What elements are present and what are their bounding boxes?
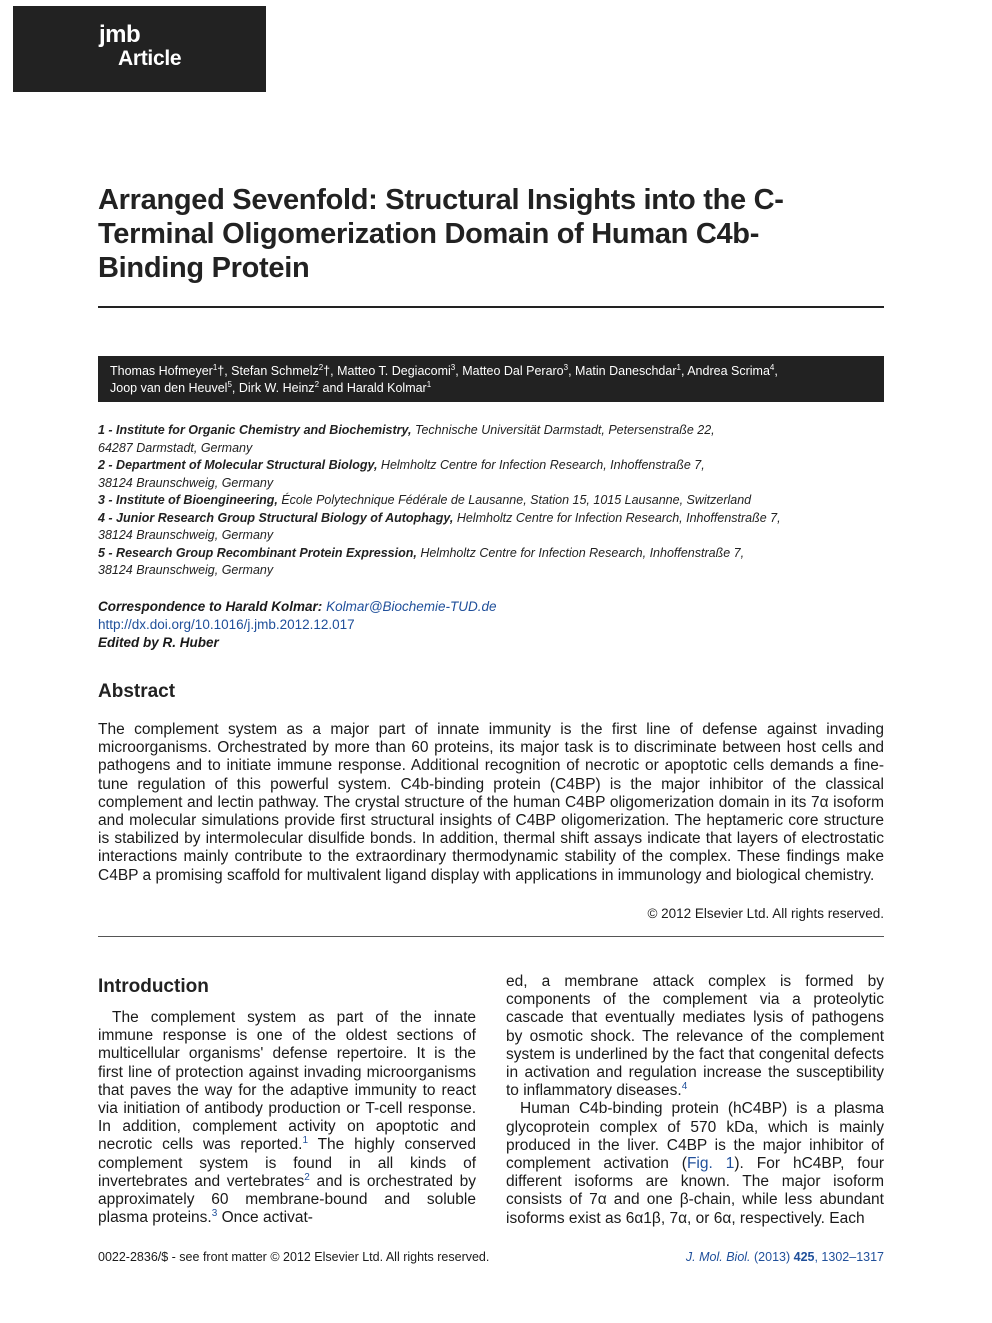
author-separator: ,	[568, 364, 576, 378]
affiliation-2	[98, 457, 884, 475]
introduction-left-column	[98, 1009, 476, 1227]
intro-text: The highly conserved complement system is found in all kinds of invertebrates and vertebrates	[98, 1136, 476, 1190]
affiliation-5-address: Helmholtz Centre for Infection Research, Inhoffenstraße 7,	[416, 545, 745, 560]
affiliation-5	[98, 545, 884, 563]
correspondence-label: Correspondence to Harald Kolmar:	[98, 599, 323, 614]
footer-year: (2013)	[750, 1250, 794, 1264]
affiliation-2-address: Helmholtz Centre for Infection Research, Inhoffenstraße 7,	[377, 458, 705, 472]
reference-link-4[interactable]: 4	[681, 1081, 688, 1093]
author-separator: ,	[455, 364, 463, 378]
affiliations	[98, 422, 884, 580]
reference-link-1[interactable]: 1	[302, 1135, 308, 1147]
introduction-heading: Introduction	[98, 976, 209, 997]
footer-citation	[686, 1249, 884, 1265]
author-affiliation-number: 2	[318, 363, 324, 372]
affiliation-3	[98, 492, 884, 510]
affiliation-2-cont: 38124 Braunschweig, Germany	[98, 475, 274, 490]
author-separator: ,	[680, 364, 688, 378]
affiliation-3-address: École Polytechnique Fédérale de Lausanne, Station 15, 1015 Lausanne, Switzerland	[277, 493, 752, 507]
author-affiliation-number: 2	[314, 380, 320, 389]
abstract-text: The complement system as a major part of innate immunity is the first line of defense against invading microorganisms. Orchestrated by more than 60 proteins, its major task is to discriminate between host cells and pathogens and to initiate immune response. Additional recognition of necrotic or apoptotic cells demands a fine-tune regulation of this powerful system. C4b-binding protein (C4BP) is the major inhibitor of the classical complement and lectin pathway. The crystal structure of the human C4BP oligomerization domain in its 7α isoform and molecular simulations provide first structural insights of C4BP oligomerization. The heptameric core structure is stabilized by intermolecular disulfide bonds. In addition, thermal shift assays indicate that layers of electrostatic interactions mainly contribute to the extraordinary thermodynamic stability of the complex. These findings make C4BP a promising scaffold for multivalent ligand display with applications in immunology and biological chemistry.	[98, 721, 884, 884]
logo-article-text: Article	[118, 47, 182, 70]
article-title: Arranged Sevenfold: Structural Insights into the C-Terminal Oligomerization Domain of Human C4b-Binding Protein	[98, 184, 784, 284]
journal-logo	[13, 6, 266, 92]
figure-1-link[interactable]: Fig. 1	[686, 1155, 735, 1173]
affiliation-1-address: Technische Universität Darmstadt, Petersenstraße 22,	[411, 423, 715, 437]
affiliation-1-institute: 1 - Institute for Organic Chemistry and Biochemistry,	[98, 423, 412, 437]
author-affiliation-number: 3	[563, 363, 569, 372]
affiliation-1	[98, 422, 884, 440]
author-name: Dirk W. Heinz	[238, 381, 315, 395]
author-separator: ,	[774, 364, 778, 378]
edited-by: Edited by R. Huber	[98, 635, 219, 650]
footer-pages: , 1302–1317	[814, 1250, 884, 1264]
abstract-copyright: © 2012 Elsevier Ltd. All rights reserved.	[647, 906, 884, 921]
intro-text: and is orchestrated by approximately 60 membrane-bound and soluble plasma proteins.	[98, 1172, 476, 1227]
email-link[interactable]: Kolmar@Biochemie-TUD.de	[326, 599, 497, 614]
intro-text: ed, a membrane attack complex is formed by components of the complement via a proteolytic cascade that eventually mediates lysis of pathogens by osmotic shock. The relevance of the complement system is underlined by the fact that congenital defects in activation and regulation increase the susceptibility to inflammatory diseases.	[506, 973, 884, 1100]
affiliation-4-cont: 38124 Braunschweig, Germany	[98, 528, 274, 542]
author-affiliation-number: 5	[227, 380, 232, 389]
affiliation-3-institute: 3 - Institute of Bioengineering,	[98, 493, 278, 507]
abstract-divider	[98, 936, 884, 937]
title-divider	[98, 306, 884, 308]
author-separator: †,	[217, 364, 232, 378]
logo-jmb-text: jmb	[99, 21, 141, 48]
affiliation-2-institute: 2 - Department of Molecular Structural Biology,	[98, 458, 378, 472]
correspondence	[98, 598, 497, 616]
author-separator: ,	[231, 381, 239, 395]
intro-text: ). For hC4BP, four different isoforms are known. The major isoform consists of 7α and one β-chain, while less abundant isoforms exist as 6α1β, 7α, or 6α, respectively. Each	[506, 1155, 885, 1227]
author-name: Stefan Schmelz	[231, 364, 319, 378]
intro-text: Human C4b-binding protein (hC4BP) is a plasma glycoprotein complex of 570 kDa, which is mainly produced in the liver. C4BP is the major inhibitor of complement activation (	[506, 1100, 884, 1173]
author-affiliation-number: 1	[212, 363, 218, 372]
author-separator: †,	[323, 364, 338, 378]
author-name: Matin Daneschdar	[575, 364, 677, 378]
authors-box	[98, 356, 884, 402]
affiliation-4-address: Helmholtz Centre for Infection Research, Inhoffenstraße 7,	[453, 510, 781, 525]
affiliation-1-cont: 64287 Darmstadt, Germany	[98, 440, 253, 455]
author-affiliation-number: 1	[426, 380, 432, 389]
introduction-right-column	[506, 973, 884, 1228]
footer-front-matter: 0022-2836/$ - see front matter © 2012 Elsevier Ltd. All rights reserved.	[98, 1250, 490, 1264]
intro-paragraph-2	[506, 1100, 884, 1227]
affiliation-4	[98, 510, 884, 528]
reference-link-2[interactable]: 2	[304, 1171, 310, 1183]
footer-volume: 425	[793, 1250, 815, 1264]
author-name: Joop van den Heuvel	[110, 381, 228, 395]
author-affiliation-number: 1	[676, 363, 681, 372]
affiliation-5-cont: 38124 Braunschweig, Germany	[98, 563, 274, 577]
intro-text: Once activat-	[217, 1209, 313, 1227]
author-name: Matteo Dal Peraro	[462, 364, 564, 378]
affiliation-5-institute: 5 - Research Group Recombinant Protein Expression,	[98, 545, 417, 560]
author-affiliation-number: 3	[450, 363, 456, 372]
author-name: Matteo T. Degiacomi	[337, 364, 451, 378]
intro-text: The complement system as part of the innate immune response is one of the oldest sections of multicellular organisms' defense repertoire. It is the first line of protection against invading microorganisms that paves the way for the adaptive immunity to react via initiation of antibody production or T-cell response. In addition, complement activity on apoptotic and necrotic cells was reported.	[98, 1009, 476, 1154]
doi-link[interactable]: http://dx.doi.org/10.1016/j.jmb.2012.12.017	[98, 617, 355, 632]
abstract-heading: Abstract	[98, 681, 176, 702]
author-separator: and	[319, 381, 347, 395]
authors-line-2	[110, 380, 872, 397]
author-affiliation-number: 4	[769, 363, 775, 372]
authors-line-1	[110, 363, 872, 380]
author-name: Harald Kolmar	[346, 381, 427, 395]
affiliation-4-institute: 4 - Junior Research Group Structural Biology of Autophagy,	[98, 510, 454, 525]
author-name: Thomas Hofmeyer	[110, 364, 213, 378]
footer-journal[interactable]: J. Mol. Biol.	[685, 1250, 751, 1264]
reference-link-3[interactable]: 3	[211, 1208, 218, 1220]
author-name: Andrea Scrima	[687, 364, 770, 378]
